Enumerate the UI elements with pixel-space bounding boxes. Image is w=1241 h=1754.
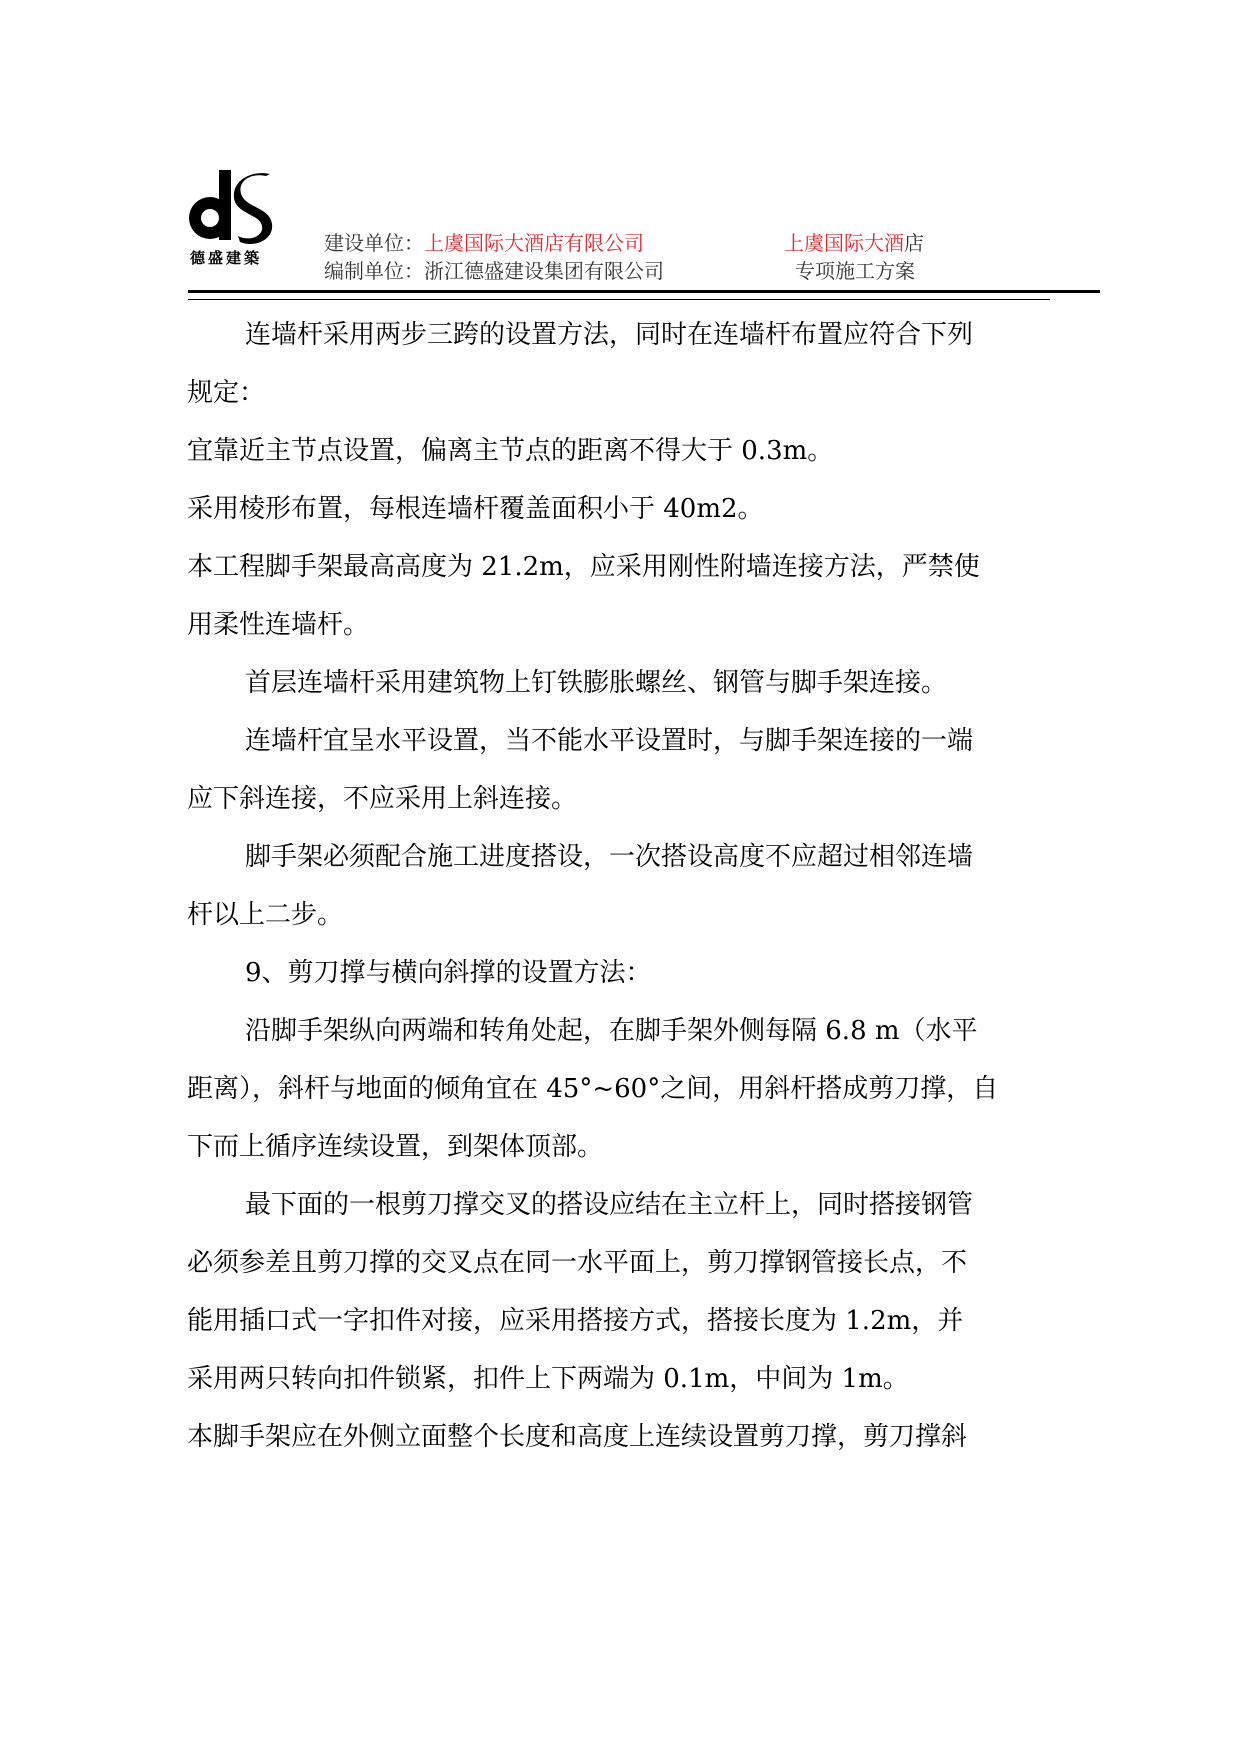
text-line: 应下斜连接，不应采用上斜连接。 <box>187 784 578 814</box>
text-line: 连墙杆宜呈水平设置，当不能水平设置时，与脚手架连接的一端 <box>245 726 974 756</box>
text-line: 脚手架必须配合施工进度搭设，一次搭设高度不应超过相邻连墙 <box>245 842 974 872</box>
text-line: 最下面的一根剪刀撑交叉的搭设应结在主立杆上，同时搭接钢管 <box>245 1190 974 1220</box>
text-line: 采用两只转向扣件锁紧，扣件上下两端为 0.1m，中间为 1m。 <box>187 1364 909 1394</box>
text-line: 首层连墙杆采用建筑物上钉铁膨胀螺丝、钢管与脚手架连接。 <box>245 668 948 698</box>
text-line: 本脚手架应在外侧立面整个长度和高度上连续设置剪刀撑，剪刀撑斜 <box>187 1422 968 1452</box>
logo-caption: 德盛建築 <box>190 249 263 267</box>
page-header <box>0 0 1241 310</box>
text-line: 沿脚手架纵向两端和转角处起，在脚手架外侧每隔 6.8 m（水平 <box>245 1016 978 1046</box>
text-line: 连墙杆采用两步三跨的设置方法，同时在连墙杆布置应符合下列 <box>245 320 974 350</box>
project-name <box>784 231 924 255</box>
text-line: 距离），斜杆与地面的倾角宜在 45°~60°之间，用斜杆搭成剪刀撑，自 <box>187 1074 999 1104</box>
editor-name: 浙江德盛建设集团有限公司 <box>424 259 664 283</box>
text-line: 用柔性连墙杆。 <box>187 610 370 640</box>
editor-unit-line <box>324 259 664 283</box>
text-line: 宜靠近主节点设置，偏离主节点的距离不得大于 0.3m。 <box>187 436 834 466</box>
builder-unit-line <box>324 231 644 255</box>
document-type: 专项施工方案 <box>795 259 915 283</box>
text-line: 必须参差且剪刀撑的交叉点在同一水平面上，剪刀撑钢管接长点，不 <box>187 1248 968 1278</box>
builder-label: 建设单位： <box>324 231 424 255</box>
builder-name: 上虞国际大酒店有限公司 <box>424 231 644 255</box>
project-name-tail: 店 <box>904 231 924 255</box>
text-line: 本工程脚手架最高高度为 21.2m，应采用刚性附墙连接方法，严禁使 <box>187 552 980 582</box>
editor-label: 编制单位： <box>324 259 424 283</box>
text-line: 杆以上二步。 <box>187 900 344 930</box>
header-rule-thick <box>188 290 1100 293</box>
project-name-red: 上虞国际大酒 <box>784 231 904 255</box>
text-line: 下而上循序连续设置，到架体顶部。 <box>187 1132 604 1162</box>
text-line: 能用插口式一字扣件对接，应采用搭接方式，搭接长度为 1.2m，并 <box>187 1306 964 1336</box>
ds-logo-icon <box>188 170 286 250</box>
section-heading: 9、剪刀撑与横向斜撑的设置方法： <box>245 958 652 988</box>
text-line: 规定： <box>187 378 266 408</box>
header-rule-thin <box>188 299 1050 300</box>
text-line: 采用棱形布置，每根连墙杆覆盖面积小于 40m2。 <box>187 494 764 524</box>
